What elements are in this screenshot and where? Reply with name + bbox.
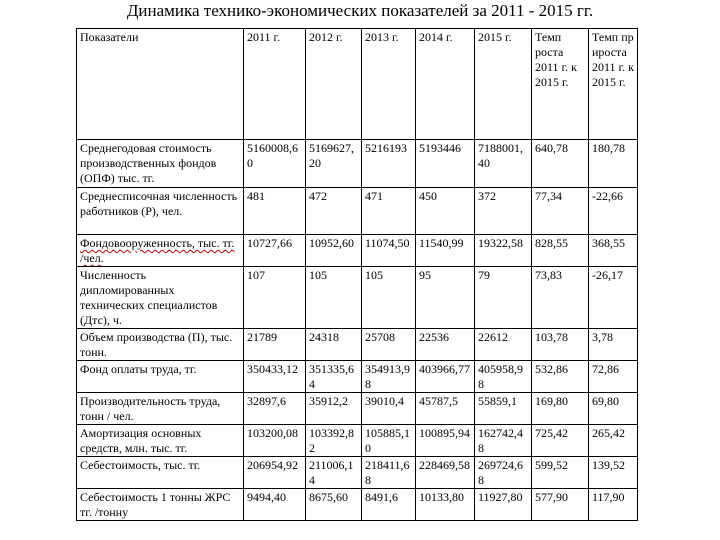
table-row (77, 489, 638, 521)
table-cell: 5193446 (416, 140, 475, 188)
row-label: Амортизация основных средств, млн. тыс. тг. (77, 425, 244, 457)
table-cell: 8491,6 (362, 489, 416, 521)
indicators-table (76, 28, 638, 521)
table-cell: 19322,58 (475, 235, 532, 267)
table-cell: 403966,77 (416, 361, 475, 393)
table-cell: 3,78 (589, 329, 638, 361)
table-cell: 21789 (244, 329, 306, 361)
row-label: Среднегодовая стоимость производственных фондов (ОПФ) тыс. тг. (77, 140, 244, 188)
row-label: Производительность труда, тонн / чел. (77, 393, 244, 425)
table-cell: 95 (416, 267, 475, 329)
table-cell: 39010,4 (362, 393, 416, 425)
table-cell: -22,66 (589, 188, 638, 235)
table-cell: 7188001,40 (475, 140, 532, 188)
table-row (77, 235, 638, 267)
table-row (77, 425, 638, 457)
table-cell: 368,55 (589, 235, 638, 267)
table-cell: 10952,60 (306, 235, 362, 267)
row-label: Фонд оплаты труда, тг. (77, 361, 244, 393)
column-header: Показатели (77, 29, 244, 140)
table-cell: 25708 (362, 329, 416, 361)
table-cell: 105 (306, 267, 362, 329)
column-header: 2012 г. (306, 29, 362, 140)
column-header: Темп прироста 2011 г. к 2015 г. (589, 29, 638, 140)
table-row (77, 188, 638, 235)
table-row (77, 457, 638, 489)
table-cell: 10133,80 (416, 489, 475, 521)
table-cell: 103,78 (532, 329, 589, 361)
table-cell: 107 (244, 267, 306, 329)
table-cell: 169,80 (532, 393, 589, 425)
table-row (77, 329, 638, 361)
row-label: Объем производства (П), тыс. тонн. (77, 329, 244, 361)
table-cell: 73,83 (532, 267, 589, 329)
table-cell: 265,42 (589, 425, 638, 457)
table-cell: 69,80 (589, 393, 638, 425)
table-cell: 5169627,20 (306, 140, 362, 188)
table-cell: 24318 (306, 329, 362, 361)
table-cell: 45787,5 (416, 393, 475, 425)
table-cell: 105 (362, 267, 416, 329)
table-header-row (77, 29, 638, 140)
row-label: Себестоимость 1 тонны ЖРС тг. /тонну (77, 489, 244, 521)
table-cell: 599,52 (532, 457, 589, 489)
column-header: 2014 г. (416, 29, 475, 140)
table-cell: 211006,14 (306, 457, 362, 489)
table-cell: 11540,99 (416, 235, 475, 267)
table-cell: 139,52 (589, 457, 638, 489)
table-cell: 351335,64 (306, 361, 362, 393)
table-cell: 11074,50 (362, 235, 416, 267)
table-cell: 532,86 (532, 361, 589, 393)
table-cell: 100895,94 (416, 425, 475, 457)
table-cell: 105885,10 (362, 425, 416, 457)
table-cell: 725,42 (532, 425, 589, 457)
table-cell: 72,86 (589, 361, 638, 393)
table-cell: 577,90 (532, 489, 589, 521)
table-row (77, 361, 638, 393)
table-cell: 22536 (416, 329, 475, 361)
table-cell: 162742,48 (475, 425, 532, 457)
table-cell: 8675,60 (306, 489, 362, 521)
table-row (77, 267, 638, 329)
table-cell: 450 (416, 188, 475, 235)
document-title: Динамика технико-экономических показателей за 2011 - 2015 гг. (126, 1, 594, 20)
table-cell: 79 (475, 267, 532, 329)
table-cell: 5160008,60 (244, 140, 306, 188)
column-header: Темп роста 2011 г. к 2015 г. (532, 29, 589, 140)
table-cell: 9494,40 (244, 489, 306, 521)
row-label: Себестоимость, тыс. тг. (77, 457, 244, 489)
table-cell: 103392,82 (306, 425, 362, 457)
table-cell: 405958,98 (475, 361, 532, 393)
table-cell: 206954,92 (244, 457, 306, 489)
table-cell: 5216193 (362, 140, 416, 188)
table-cell: 55859,1 (475, 393, 532, 425)
table-cell: 117,90 (589, 489, 638, 521)
table-cell: 10727,66 (244, 235, 306, 267)
table-cell: 481 (244, 188, 306, 235)
table-cell: 35912,2 (306, 393, 362, 425)
table-cell: 350433,12 (244, 361, 306, 393)
table-cell: 77,34 (532, 188, 589, 235)
column-header: 2015 г. (475, 29, 532, 140)
column-header: 2011 г. (244, 29, 306, 140)
row-label: Среднесписочная численность работников (Р), чел. (77, 188, 244, 235)
table-cell: 180,78 (589, 140, 638, 188)
table-cell: 22612 (475, 329, 532, 361)
column-header: 2013 г. (362, 29, 416, 140)
table-cell: 32897,6 (244, 393, 306, 425)
table-cell: 372 (475, 188, 532, 235)
table-cell: 103200,08 (244, 425, 306, 457)
table-cell: -26,17 (589, 267, 638, 329)
table-cell: 828,55 (532, 235, 589, 267)
table-cell: 472 (306, 188, 362, 235)
table-cell: 471 (362, 188, 416, 235)
table-cell: 640,78 (532, 140, 589, 188)
table-cell: 228469,58 (416, 457, 475, 489)
table-cell: 354913,98 (362, 361, 416, 393)
row-label: Фондовооруженность, тыс. тг. /чел. (77, 235, 244, 267)
table-cell: 218411,68 (362, 457, 416, 489)
table-cell: 269724,68 (475, 457, 532, 489)
table-row (77, 393, 638, 425)
table-row (77, 140, 638, 188)
table-cell: 11927,80 (475, 489, 532, 521)
row-label: Численность дипломированных технических специалистов (Дтс), ч. (77, 267, 244, 329)
